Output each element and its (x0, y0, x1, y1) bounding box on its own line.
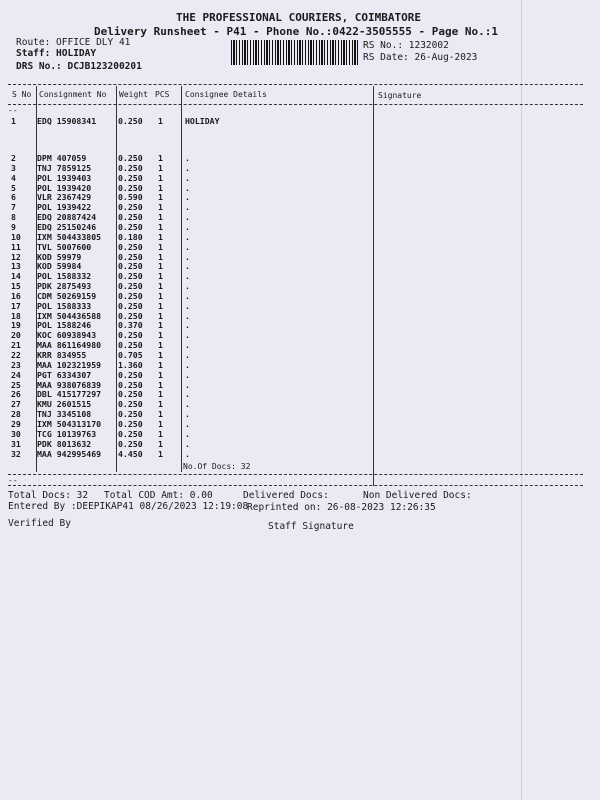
cell-weight: 0.250 (118, 379, 143, 390)
cell-sno: 10 (11, 231, 21, 242)
cell-consignee: . (185, 359, 190, 370)
cell-pcs: 1 (158, 409, 163, 420)
cell-cons: PDK 8013632 (37, 438, 92, 449)
cell-cons: MAA 102321959 (37, 359, 102, 370)
cell-weight: 0.250 (118, 290, 143, 301)
cell-weight: 0.250 (118, 438, 143, 449)
cell-consignee: . (185, 182, 190, 193)
cell-weight: 0.370 (118, 320, 143, 331)
cell-cons: KOD 59979 (37, 251, 82, 262)
cell-pcs: 1 (158, 310, 163, 321)
cell-pcs: 1 (158, 182, 163, 193)
cell-sno: 30 (11, 428, 21, 439)
cell-consignee: . (185, 448, 190, 459)
total-docs: Total Docs: 32 (8, 490, 89, 501)
cell-sno: 25 (11, 379, 21, 390)
runsheet-title: Delivery Runsheet - P41 - Phone No.:0422-3505555 - Page No.:1 (94, 25, 498, 38)
cell-sno: 5 (11, 182, 16, 193)
cell-consignee: . (185, 389, 190, 400)
column-divider (373, 86, 374, 486)
cell-weight: 0.250 (118, 300, 143, 311)
cell-consignee: . (185, 290, 190, 301)
cell-pcs: 1 (158, 251, 163, 262)
cell-weight: 0.590 (118, 192, 143, 203)
cell-sno: 9 (11, 221, 16, 232)
cell-pcs: 1 (158, 300, 163, 311)
cell-consignee: . (185, 162, 190, 173)
cell-pcs: 1 (158, 369, 163, 380)
cell-pcs: 1 (158, 290, 163, 301)
col-header-consignee: Consignee Details (185, 90, 267, 99)
cell-cons: MAA 861164980 (37, 340, 102, 351)
cell-cons: POL 1939420 (37, 182, 92, 193)
cell-consignee: . (185, 438, 190, 449)
cell-sno: 20 (11, 330, 21, 341)
cell-cons: POL 1939403 (37, 172, 92, 183)
cell-consignee: . (185, 261, 190, 272)
cell-sno: 22 (11, 350, 21, 360)
rs-number: RS No.: 1232002 (363, 40, 449, 51)
cell-pcs: 1 (158, 172, 163, 183)
cell-pcs: 1 (158, 231, 163, 242)
cell-cons: MAA 938076839 (37, 379, 102, 390)
cell-cons: EDQ 15908341 (37, 116, 97, 126)
rs-date: RS Date: 26-Aug-2023 (363, 52, 478, 63)
cell-cons: DBL 415177297 (37, 389, 102, 400)
cell-cons: POL 1939422 (37, 202, 92, 213)
cell-cons: VLR 2367429 (37, 192, 92, 203)
cell-cons: DPM 407059 (37, 153, 87, 163)
cell-pcs: 1 (158, 221, 163, 232)
dash-marker-bottom: -- (8, 476, 18, 485)
cell-consignee: . (185, 409, 190, 420)
cell-sno: 8 (11, 212, 16, 223)
cell-consignee: . (185, 379, 190, 390)
column-divider (116, 86, 117, 472)
cell-sno: 14 (11, 271, 21, 282)
cell-pcs: 1 (158, 320, 163, 331)
cell-sno: 4 (11, 172, 16, 183)
cell-weight: 0.250 (118, 172, 143, 183)
cell-pcs: 1 (158, 241, 163, 252)
cell-pcs: 1 (158, 340, 163, 351)
cell-pcs: 1 (158, 418, 163, 429)
cell-pcs: 1 (158, 359, 163, 370)
drs-number: DRS No.: DCJB123200201 (16, 61, 142, 72)
cell-cons: EDQ 25150246 (37, 221, 97, 232)
cell-weight: 0.250 (118, 261, 143, 272)
cell-cons: MAA 942995469 (37, 448, 102, 459)
company-title: THE PROFESSIONAL COURIERS, COIMBATORE (176, 11, 422, 24)
cell-consignee: . (185, 320, 190, 331)
cell-weight: 0.250 (118, 162, 143, 173)
cell-weight: 0.250 (118, 310, 143, 321)
reprinted-on: Reprinted on: 26-08-2023 12:26:35 (247, 502, 436, 513)
cell-consignee: . (185, 340, 190, 351)
cell-cons: POL 1588246 (37, 320, 92, 331)
cell-sno: 24 (11, 369, 21, 380)
cell-cons: CDM 50269159 (37, 290, 97, 301)
table-top-rule (8, 84, 583, 85)
cell-cons: POL 1588333 (37, 300, 92, 311)
cell-weight: 0.250 (118, 221, 143, 232)
cell-cons: IXM 504436588 (37, 310, 102, 321)
cell-consignee: . (185, 300, 190, 311)
cell-consignee: . (185, 369, 190, 380)
cell-sno: 6 (11, 192, 16, 203)
cell-cons: TVL 5007600 (37, 241, 92, 252)
cell-cons: POL 1588332 (37, 271, 92, 282)
delivered-docs: Delivered Docs: (243, 490, 329, 501)
verified-by: Verified By (8, 518, 71, 529)
cell-sno: 28 (11, 409, 21, 420)
cell-weight: 0.250 (118, 389, 143, 400)
cell-pcs: 1 (158, 153, 163, 163)
cell-weight: 0.250 (118, 399, 143, 410)
cell-sno: 16 (11, 290, 21, 301)
cell-consignee: HOLIDAY (185, 116, 220, 126)
route-label: Route: OFFICE DLY 41 (16, 37, 131, 48)
cell-weight: 4.450 (118, 448, 143, 459)
cell-cons: PDK 2875493 (37, 281, 92, 292)
cell-sno: 17 (11, 300, 21, 311)
cell-pcs: 1 (158, 212, 163, 223)
totals-top-rule (8, 485, 583, 486)
cell-cons: TNJ 7859125 (37, 162, 92, 173)
cell-pcs: 1 (158, 162, 163, 173)
cell-sno: 13 (11, 261, 21, 272)
cell-weight: 1.360 (118, 359, 143, 370)
cell-pcs: 1 (158, 271, 163, 282)
cell-cons: IXM 504433805 (37, 231, 102, 242)
cell-weight: 0.250 (118, 212, 143, 223)
cell-sno: 32 (11, 448, 21, 459)
cell-sno: 1 (11, 116, 16, 126)
cell-pcs: 1 (158, 202, 163, 213)
total-cod-amount: Total COD Amt: 0.00 (104, 490, 213, 501)
col-header-signature: Signature (378, 91, 422, 100)
cell-weight: 0.250 (118, 271, 143, 282)
cell-weight: 0.250 (118, 428, 143, 439)
cell-pcs: 1 (158, 448, 163, 459)
cell-sno: 3 (11, 162, 16, 173)
cell-cons: IXM 504313170 (37, 418, 102, 429)
cell-cons: PGT 6334307 (37, 369, 92, 380)
table-bottom-rule (8, 474, 583, 475)
cell-sno: 27 (11, 399, 21, 410)
cell-sno: 7 (11, 202, 16, 213)
col-header-weight: Weight (119, 90, 148, 99)
cell-cons: KRR 834955 (37, 350, 87, 360)
col-header-sno: S No (12, 90, 32, 99)
cell-consignee: . (185, 281, 190, 292)
cell-weight: 0.250 (118, 418, 143, 429)
cell-pcs: 1 (158, 399, 163, 410)
cell-cons: KOC 60938943 (37, 330, 97, 341)
cell-consignee: . (185, 202, 190, 213)
cell-consignee: . (185, 310, 190, 321)
cell-pcs: 1 (158, 116, 163, 126)
cell-consignee: . (185, 271, 190, 282)
cell-weight: 0.250 (118, 153, 143, 163)
col-header-pcs: PCS (155, 90, 170, 99)
header-bottom-rule (8, 104, 583, 105)
cell-sno: 2 (11, 153, 16, 163)
cell-consignee: . (185, 428, 190, 439)
cell-sno: 19 (11, 320, 21, 331)
cell-cons: TNJ 3345108 (37, 409, 92, 420)
cell-weight: 0.250 (118, 409, 143, 420)
cell-consignee: . (185, 350, 190, 360)
cell-pcs: 1 (158, 261, 163, 272)
cell-consignee: . (185, 192, 190, 203)
cell-weight: 0.250 (118, 202, 143, 213)
no-of-docs: No.Of Docs: 32 (183, 462, 251, 471)
cell-weight: 0.180 (118, 231, 143, 242)
cell-consignee: . (185, 251, 190, 262)
non-delivered-docs: Non Delivered Docs: (363, 490, 472, 501)
cell-pcs: 1 (158, 350, 163, 360)
cell-consignee: . (185, 330, 190, 341)
cell-pcs: 1 (158, 192, 163, 203)
cell-weight: 0.250 (118, 251, 143, 262)
cell-weight: 0.250 (118, 330, 143, 341)
col-header-consignment: Consignment No (39, 90, 107, 99)
cell-sno: 23 (11, 359, 21, 370)
cell-cons: EDQ 20887424 (37, 212, 97, 223)
cell-pcs: 1 (158, 379, 163, 390)
cell-weight: 0.250 (118, 116, 143, 126)
cell-sno: 12 (11, 251, 21, 262)
cell-consignee: . (185, 221, 190, 232)
staff-label: Staff: HOLIDAY (16, 48, 97, 59)
cell-cons: KMU 2601515 (37, 399, 92, 410)
cell-sno: 11 (11, 241, 21, 252)
cell-cons: KOD 59984 (37, 261, 82, 272)
cell-sno: 26 (11, 389, 21, 400)
cell-consignee: . (185, 172, 190, 183)
scan-edge (521, 0, 522, 800)
cell-cons: TCG 10139763 (37, 428, 97, 439)
cell-consignee: . (185, 418, 190, 429)
staff-signature: Staff Signature (268, 521, 354, 532)
cell-sno: 18 (11, 310, 21, 321)
cell-pcs: 1 (158, 428, 163, 439)
cell-weight: 0.250 (118, 340, 143, 351)
cell-consignee: . (185, 399, 190, 410)
cell-sno: 21 (11, 340, 21, 351)
entered-by: Entered By :DEEPIKAP41 08/26/2023 12:19:08 (8, 501, 249, 512)
cell-consignee: . (185, 212, 190, 223)
column-divider (181, 86, 182, 472)
cell-consignee: . (185, 231, 190, 242)
cell-pcs: 1 (158, 281, 163, 292)
cell-pcs: 1 (158, 438, 163, 449)
cell-sno: 31 (11, 438, 21, 449)
cell-sno: 29 (11, 418, 21, 429)
cell-pcs: 1 (158, 330, 163, 341)
cell-weight: 0.250 (118, 281, 143, 292)
cell-consignee: . (185, 153, 190, 163)
cell-consignee: . (185, 241, 190, 252)
dash-marker: -- (8, 106, 18, 115)
cell-weight: 0.705 (118, 350, 143, 360)
cell-weight: 0.250 (118, 241, 143, 252)
barcode-image (231, 40, 359, 65)
cell-weight: 0.250 (118, 369, 143, 380)
cell-weight: 0.250 (118, 182, 143, 193)
cell-sno: 15 (11, 281, 21, 292)
cell-pcs: 1 (158, 389, 163, 400)
